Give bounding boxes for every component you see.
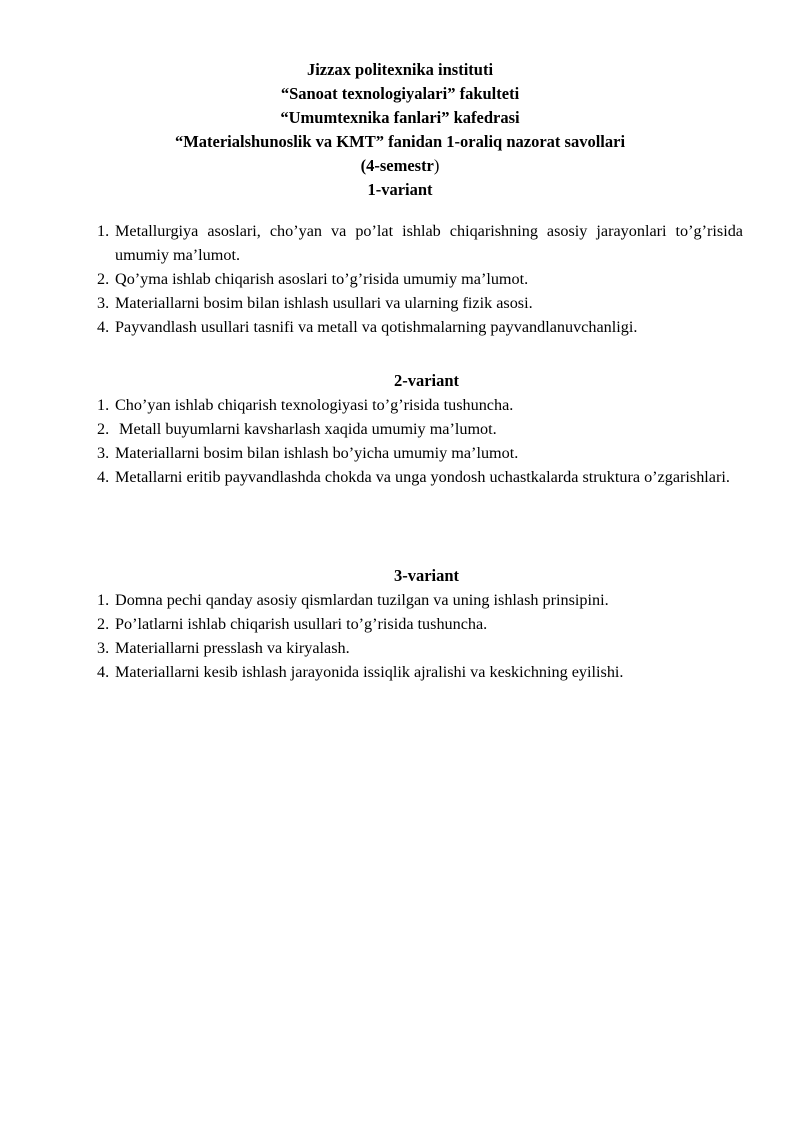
institute-name: Jizzax politexnika instituti [306,60,494,79]
question-text: Domna pechi qanday asosiy qismlardan tuzilgan va uning ishlash prinsipini. [115,591,609,609]
question-text: Qo’yma ishlab chiqarish asoslari to’g’risida umumiy ma’lumot. [115,270,529,288]
semester-label-paren: ) [433,156,440,175]
faculty-name: “Sanoat texnologiyalari” fakulteti [280,84,520,103]
variant-title: 3-variant [393,566,460,585]
question-number: 4. [97,663,110,681]
question-list [88,393,743,489]
question-item [88,267,743,291]
question-item [88,291,743,315]
question-item [88,219,743,267]
question-item [88,465,743,489]
document-header [0,58,800,202]
question-text: Metall buyumlarni kavsharlash xaqida umumiy ma’lumot. [115,420,497,438]
question-number: 3. [97,639,110,657]
question-text: Po’latlarni ishlab chiqarish usullari to’g’risida tushuncha. [115,615,488,633]
question-number: 1. [97,591,110,609]
question-text: Metallarni eritib payvandlashda chokda va unga yondosh uchastkalarda struktura o’zgarishlari. [115,468,730,486]
question-number: 3. [97,294,110,312]
question-number: 2. [97,270,110,288]
question-item [88,660,743,684]
question-number: 2. [97,615,110,633]
question-text: Materiallarni kesib ishlash jarayonida issiqlik ajralishi va keskichning eyilishi. [115,663,624,681]
question-number: 1. [97,396,110,414]
variant-3-section [88,564,743,684]
document-title: “Materialshunoslik va KMT” fanidan 1-oraliq nazorat savollari [174,132,626,151]
semester-label [0,154,800,178]
question-item [88,612,743,636]
variant-2-section [88,369,743,489]
question-text: Metallurgiya asoslari, cho’yan va po’lat ishlab chiqarishning asosiy jarayonlari to’g’risida umumiy ma’lumot. [115,222,743,264]
question-text: Materiallarni presslash va kiryalash. [115,639,350,657]
question-item [88,636,743,660]
variant-1-section [88,219,743,339]
question-text: Materiallarni bosim bilan ishlash usullari va ularning fizik asosi. [115,294,533,312]
question-item [88,315,743,339]
question-item [88,417,743,441]
question-number: 4. [97,468,110,486]
question-text: Payvandlash usullari tasnifi va metall va qotishmalarning payvandlanuvchanligi. [115,318,638,336]
question-number: 1. [97,222,110,240]
question-list [88,588,743,684]
question-text: Materiallarni bosim bilan ishlash bo’yicha umumiy ma’lumot. [115,444,519,462]
question-number: 4. [97,318,110,336]
question-number: 2. [97,420,110,438]
question-text: Cho’yan ishlab chiqarish texnologiyasi to’g’risida tushuncha. [115,396,514,414]
variant-1-heading: 1-variant [367,180,433,199]
question-number: 3. [97,444,110,462]
question-item [88,393,743,417]
question-list [88,219,743,339]
question-item [88,441,743,465]
semester-label-bold: (4-semestr [360,156,434,175]
department-name: “Umumtexnika fanlari” kafedrasi [280,108,520,127]
variant-title: 2-variant [393,371,460,390]
question-item [88,588,743,612]
